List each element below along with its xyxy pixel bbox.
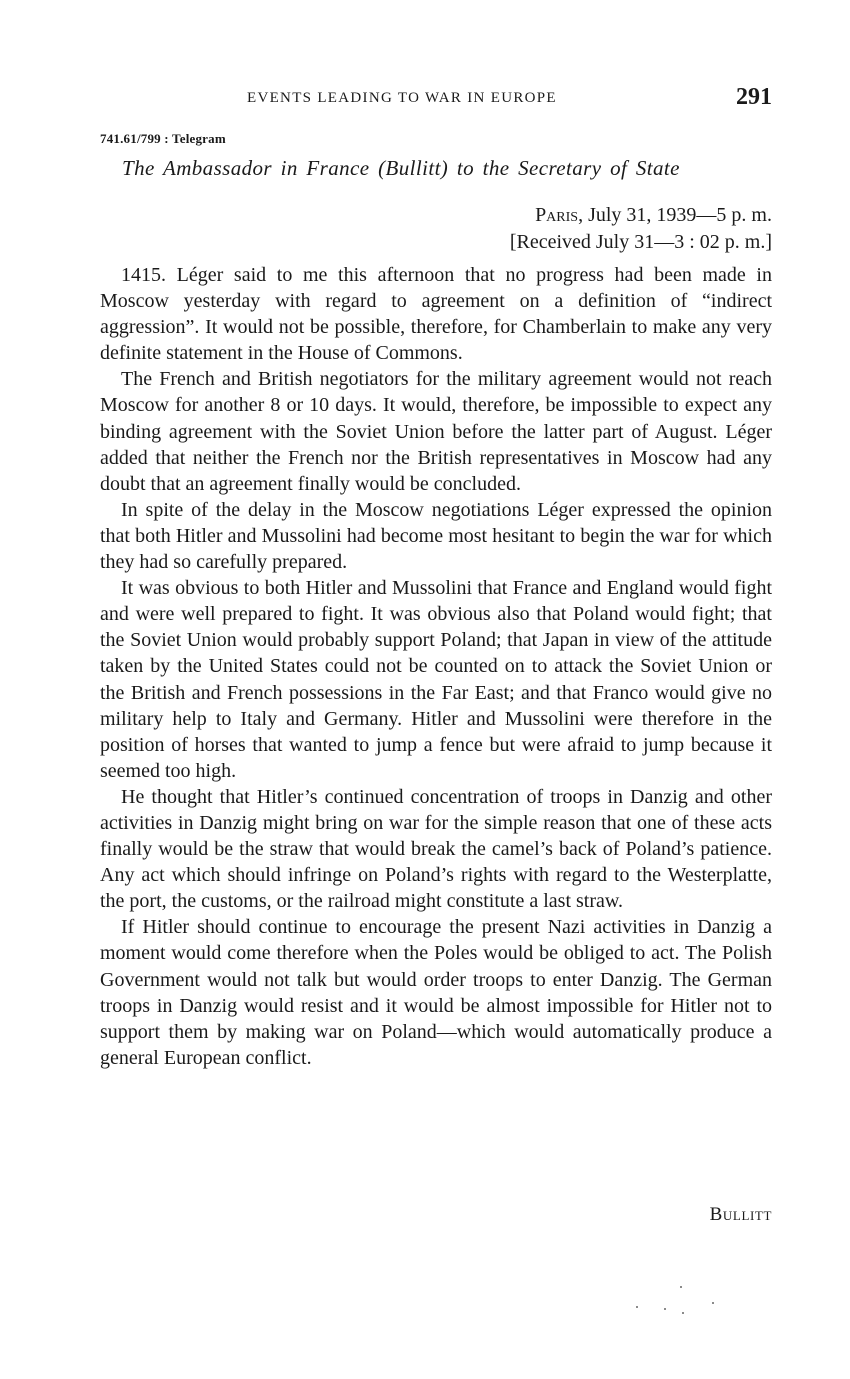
dateline-sent [510,202,772,229]
telegram-body [100,262,772,1071]
scan-speck [680,1286,682,1288]
signature: Bullitt [709,1204,772,1225]
dateline-date: , July 31, 1939—5 p. m. [578,204,772,226]
scan-speck [664,1308,666,1310]
running-head [100,86,772,116]
scan-speck [712,1302,714,1304]
document-title: The Ambassador in France (Bullitt) to the Secretary of State [122,156,680,180]
dateline-received: [Received July 31—3 : 02 p. m.] [509,231,772,253]
file-reference: 741.61/799 : Telegram [100,131,226,146]
scan-speck [636,1306,638,1308]
body-paragraph: In spite of the delay in the Moscow negotiations Léger expressed the opinion that both Hitler and Mussolini had become most hesitant to begin the war for which they had so carefully prepared. [100,498,772,574]
page-number: 291 [736,84,772,110]
body-paragraph: He thought that Hitler’s continued concentration of troops in Danzig and other activities in Danzig might bring on war for the simple reason that one of these acts finally would be the straw that would break the camel’s back of Poland’s patience. Any act which should infringe on Poland’s rights with regard to the Westerplatte, the port, the customs, or the railroad might constitute a last straw. [100,785,772,913]
dateline [510,202,772,256]
dateline-place: Paris [535,204,579,226]
running-title: EVENTS LEADING TO WAR IN EUROPE [247,90,557,106]
scan-speck [682,1312,684,1314]
body-paragraph: 1415. Léger said to me this afternoon that no progress had been made in Moscow yesterday with regard to agreement on a definition of “indirect aggression”. It would not be possible, therefore, for Chamberlain to make any very definite statement in the House of Commons. [100,264,772,365]
scan-specks [630,1286,730,1316]
body-paragraph: The French and British negotiators for the military agreement would not reach Moscow for another 8 or 10 days. It would, therefore, be impossible to expect any binding agreement with the Soviet Union before the latter part of August. Léger added that neither the French nor the British representatives in Moscow had any doubt that an agreement finally would be concluded. [100,368,772,495]
body-paragraph: If Hitler should continue to encourage the present Nazi activities in Danzig a moment would come therefore when the Poles would be obliged to act. The Polish Government would not talk but would order troops to enter Danzig. The German troops in Danzig would resist and it would be almost impossible for Hitler not to support them by making war on Poland—which would automatically produce a general European conflict. [100,916,772,1069]
body-paragraph: It was obvious to both Hitler and Mussolini that France and England would fight and were well prepared to fight. It was obvious also that Poland would fight; that the Soviet Union would probably support Poland; that Japan in view of the attitude taken by the United States could not be counted on to attack the Soviet Union or the British and French possessions in the Far East; and that Franco would give no military help to Italy and Germany. Hitler and Mussolini were therefore in the position of horses that wanted to jump a fence but were afraid to jump because it seemed too high. [100,577,772,782]
